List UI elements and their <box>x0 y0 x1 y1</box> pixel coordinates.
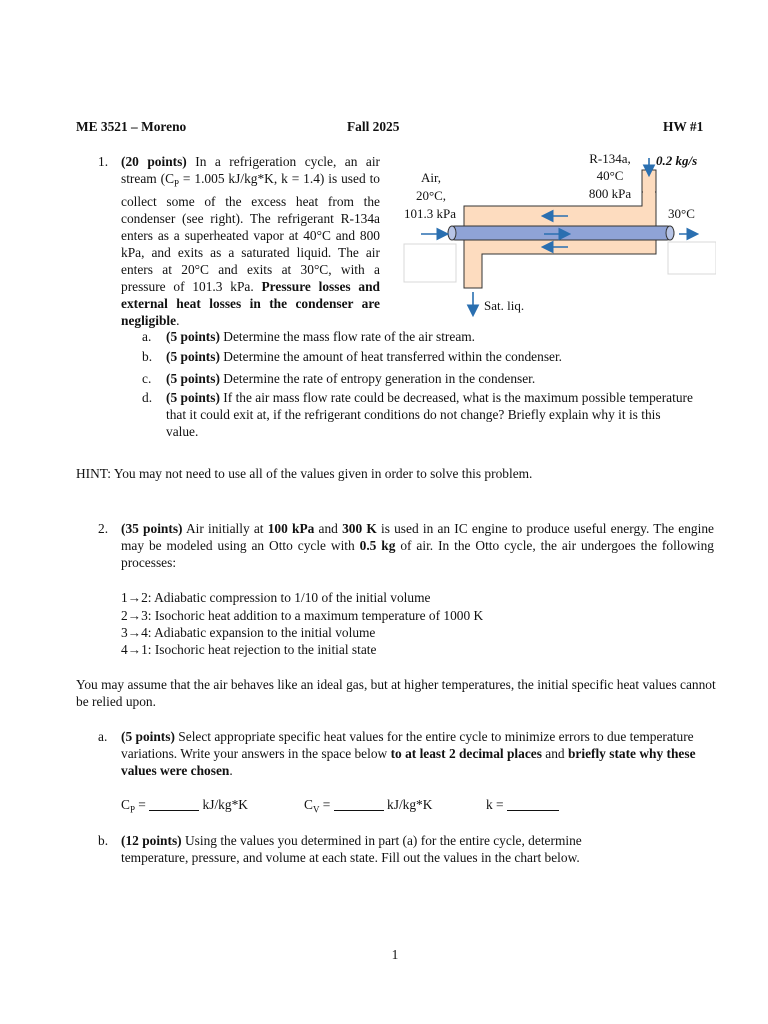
p2-t3: is used in an IC engine to produce useful energy. The engine may be modeled using an Otto cycle with <box>121 521 714 553</box>
term: Fall 2025 <box>347 119 400 134</box>
p1-part-d <box>166 389 696 440</box>
ideal-gas-assumption: You may assume that the air behaves like an ideal gas, but at higher temperatures, the initial specific heat values cannot be relied upon. <box>76 677 716 709</box>
hint: HINT: You may not need to use all of the values given in order to solve this problem. <box>76 466 533 481</box>
p2-part-a-t1: Select appropriate specific heat values for the entire cycle to minimize errors to due temperature variations. Write your answers in the space below <box>121 729 694 761</box>
hw-number: HW #1 <box>663 119 704 134</box>
p1-part-d-text: If the air mass flow rate could be decreased, what is the maximum possible temperature that it could exit at, if the refrigerant conditions do not change? Briefly explain why it is this value. <box>166 390 693 439</box>
cp-unit: kJ/kg*K <box>199 797 248 812</box>
page-number: 1 <box>391 947 399 962</box>
p2-part-a-points: (5 points) <box>121 729 175 744</box>
air-label-2: 20°C, <box>415 188 447 203</box>
p1-part-d-letter: d. <box>142 390 153 405</box>
problem1-text <box>121 153 380 329</box>
p2-t4: of air. In the Otto cycle, the air undergoes the following processes: <box>121 538 714 570</box>
p2-part-a-t2: and <box>541 746 568 761</box>
p2-part-a-letter: a. <box>98 729 108 744</box>
p1-part-c-letter: c. <box>142 371 152 386</box>
faint-box-left <box>404 244 456 282</box>
p1-part-a-text: Determine the mass flow rate of the air stream. <box>219 329 476 344</box>
cv-label: C <box>304 797 313 812</box>
k-blank-row <box>486 796 559 813</box>
cv-unit: kJ/kg*K <box>383 797 433 812</box>
p1-part-c-text: Determine the rate of entropy generation in the condenser. <box>219 371 536 386</box>
p2-b3: 0.5 kg <box>359 538 396 553</box>
p2-part-a-t3: . <box>229 763 233 778</box>
p1-part-a-letter: a. <box>142 329 152 344</box>
cp-subscript: P <box>174 178 180 189</box>
air-label-3: 101.3 kPa <box>404 206 456 221</box>
k-label: k = <box>486 797 507 812</box>
p2-t2: and <box>314 521 343 536</box>
process-2: 2→3: Isochoric heat addition to a maximum temperature of 1000 K <box>121 608 484 623</box>
process-1: 1→2: Adiabatic compression to 1/10 of the initial volume <box>121 590 431 605</box>
problem1-text-a: In a refrigeration cycle, an air stream (C <box>121 154 381 186</box>
cp-label-sub: P <box>129 804 135 815</box>
p1-part-c <box>166 370 726 387</box>
cv-input-blank[interactable] <box>334 797 384 811</box>
problem1-text-b: = 1.005 kJ/kg*K, k = 1.4) is used to collect some of the excess heat from the condenser (see right). The refrigerant R-134a enters as a superheated vapor at 40°C and 800 kPa, and exits as a saturated liquid. The air enters at 20°C and exits at 30°C, with a pressure of 101.3 kPa. <box>121 171 380 294</box>
air-tube <box>448 226 674 240</box>
cp-blank-row <box>121 796 248 819</box>
exit-temp-label: 30°C <box>668 206 695 221</box>
problem1-period: . <box>176 312 180 328</box>
cv-eq: = <box>319 797 334 812</box>
p2-t1: Air initially at <box>182 521 268 536</box>
p1-part-b-text: Determine the amount of heat transferred within the condenser. <box>219 349 563 364</box>
cv-blank-row <box>304 796 432 819</box>
k-input-blank[interactable] <box>507 797 559 811</box>
p1-part-b-points: (5 points) <box>166 349 220 364</box>
r134a-label-1: R-134a, <box>589 151 631 166</box>
p2-part-a-b2: briefly state why these values were chosen <box>121 746 696 778</box>
cv-label-sub: V <box>312 804 320 815</box>
r134a-label-2: 40°C <box>596 168 624 183</box>
p2-part-a <box>121 728 711 779</box>
p1-part-d-points: (5 points) <box>166 390 220 405</box>
problem2-number: 2. <box>98 521 109 536</box>
p2-part-b-letter: b. <box>98 833 109 848</box>
p2-b1: 100 kPa <box>267 521 315 536</box>
process-3: 3→4: Adiabatic expansion to the initial volume <box>121 625 376 640</box>
p1-part-b-letter: b. <box>142 349 153 364</box>
p2-b2: 300 K <box>342 521 377 536</box>
cp-label: C <box>121 797 130 812</box>
p1-part-a-points: (5 points) <box>166 329 220 344</box>
faint-box-right <box>668 242 716 274</box>
problem1-bold-end: Pressure losses and external heat losses in the condenser are negligible <box>121 278 380 328</box>
problem2-points: (35 points) <box>121 521 183 536</box>
p2-part-a-b1: to at least 2 decimal places <box>390 746 542 761</box>
flow-rate-label: 0.2 kg/s <box>656 153 698 168</box>
p2-part-b <box>121 832 651 866</box>
p1-part-b <box>166 348 726 365</box>
problem2-text <box>121 520 714 571</box>
r134a-label-3: 800 kPa <box>588 186 632 201</box>
cp-eq: = <box>134 797 150 812</box>
p1-part-a <box>166 328 726 345</box>
problem1-number: 1. <box>98 154 109 169</box>
sat-liq-label: Sat. liq. <box>484 298 525 313</box>
p1-part-c-points: (5 points) <box>166 371 220 386</box>
air-label-1: Air, <box>420 170 442 185</box>
course-title: ME 3521 – Moreno <box>76 119 187 134</box>
p2-part-b-text: Using the values you determined in part (a) for the entire cycle, determine temperature, pressure, and volume at each state. Fill out the values in the chart below. <box>121 833 582 865</box>
cp-input-blank[interactable] <box>149 797 199 811</box>
process-4: 4→1: Isochoric heat rejection to the initial state <box>121 642 377 657</box>
problem1-points: (20 points) <box>121 154 187 169</box>
p2-part-b-points: (12 points) <box>121 833 182 848</box>
